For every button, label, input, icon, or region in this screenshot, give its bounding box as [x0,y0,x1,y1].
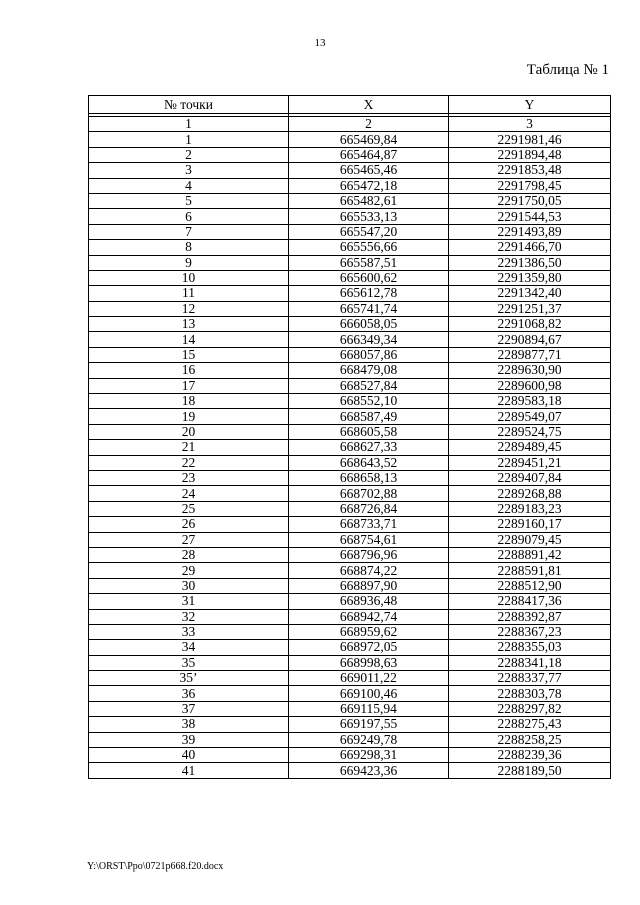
table-row [89,224,611,239]
point-number-cell: 27 [89,532,289,547]
point-number-cell: 18 [89,394,289,409]
column-number: 2 [289,117,449,132]
x-coordinate-cell: 669197,55 [289,717,449,732]
y-coordinate-cell: 2288367,23 [449,624,611,639]
table-row [89,563,611,578]
table-row [89,394,611,409]
y-coordinate-cell: 2291251,37 [449,301,611,316]
column-header-x: X [289,96,449,114]
y-coordinate-cell: 2288591,81 [449,563,611,578]
table-row [89,732,611,747]
point-number-cell: 22 [89,455,289,470]
x-coordinate-cell: 665556,66 [289,240,449,255]
table-row [89,624,611,639]
y-coordinate-cell: 2289630,90 [449,363,611,378]
point-number-cell: 20 [89,424,289,439]
point-number-cell: 19 [89,409,289,424]
column-number: 1 [89,117,289,132]
point-number-cell: 24 [89,486,289,501]
y-coordinate-cell: 2288297,82 [449,701,611,716]
table-row [89,748,611,763]
point-number-cell: 36 [89,686,289,701]
point-number-cell: 35’ [89,671,289,686]
y-coordinate-cell: 2289407,84 [449,470,611,485]
point-number-cell: 6 [89,209,289,224]
x-coordinate-cell: 668796,96 [289,547,449,562]
point-number-cell: 33 [89,624,289,639]
y-coordinate-cell: 2291894,48 [449,147,611,162]
x-coordinate-cell: 665612,78 [289,286,449,301]
y-coordinate-cell: 2288303,78 [449,686,611,701]
x-coordinate-cell: 668897,90 [289,578,449,593]
table-row [89,363,611,378]
x-coordinate-cell: 668552,10 [289,394,449,409]
y-coordinate-cell: 2289489,45 [449,440,611,455]
page-number: 13 [314,37,326,49]
y-coordinate-cell: 2288341,18 [449,655,611,670]
y-coordinate-cell: 2291981,46 [449,132,611,147]
y-coordinate-cell: 2288189,50 [449,763,611,778]
x-coordinate-cell: 668959,62 [289,624,449,639]
table-row [89,701,611,716]
point-number-cell: 13 [89,317,289,332]
table-row [89,301,611,316]
footer-file-path: Y:\ORST\Ppo\0721p668.f20.docx [87,861,224,872]
point-number-cell: 29 [89,563,289,578]
y-coordinate-cell: 2288355,03 [449,640,611,655]
point-number-cell: 31 [89,594,289,609]
x-coordinate-cell: 668627,33 [289,440,449,455]
x-coordinate-cell: 668754,61 [289,532,449,547]
point-number-cell: 32 [89,609,289,624]
point-number-cell: 34 [89,640,289,655]
point-number-cell: 14 [89,332,289,347]
table-row [89,209,611,224]
x-coordinate-cell: 668658,13 [289,470,449,485]
table-row [89,193,611,208]
point-number-cell: 16 [89,363,289,378]
y-coordinate-cell: 2289600,98 [449,378,611,393]
table-row [89,440,611,455]
point-number-cell: 38 [89,717,289,732]
point-number-cell: 11 [89,286,289,301]
point-number-cell: 8 [89,240,289,255]
table-row [89,717,611,732]
table-row [89,686,611,701]
table-row [89,163,611,178]
point-number-cell: 7 [89,224,289,239]
x-coordinate-cell: 668874,22 [289,563,449,578]
y-coordinate-cell: 2289524,75 [449,424,611,439]
coordinates-table [88,95,611,779]
table-row [89,332,611,347]
table-row [89,455,611,470]
point-number-cell: 17 [89,378,289,393]
point-number-cell: 5 [89,193,289,208]
y-coordinate-cell: 2289268,88 [449,486,611,501]
point-number-cell: 25 [89,501,289,516]
point-number-cell: 3 [89,163,289,178]
x-coordinate-cell: 668702,88 [289,486,449,501]
x-coordinate-cell: 668479,08 [289,363,449,378]
table-row [89,655,611,670]
table-row [89,270,611,285]
x-coordinate-cell: 669100,46 [289,686,449,701]
table-row [89,255,611,270]
x-coordinate-cell: 669423,36 [289,763,449,778]
x-coordinate-cell: 668643,52 [289,455,449,470]
table-row [89,532,611,547]
y-coordinate-cell: 2291544,53 [449,209,611,224]
table-row [89,671,611,686]
x-coordinate-cell: 668936,48 [289,594,449,609]
x-coordinate-cell: 665741,74 [289,301,449,316]
table-row [89,132,611,147]
y-coordinate-cell: 2288392,87 [449,609,611,624]
table-row [89,286,611,301]
y-coordinate-cell: 2288258,25 [449,732,611,747]
table-row [89,147,611,162]
y-coordinate-cell: 2288337,77 [449,671,611,686]
table-row [89,578,611,593]
x-coordinate-cell: 665547,20 [289,224,449,239]
table-row [89,240,611,255]
table-row [89,517,611,532]
y-coordinate-cell: 2288275,43 [449,717,611,732]
point-number-cell: 1 [89,132,289,147]
table-row [89,178,611,193]
point-number-cell: 37 [89,701,289,716]
x-coordinate-cell: 668998,63 [289,655,449,670]
y-coordinate-cell: 2289160,17 [449,517,611,532]
x-coordinate-cell: 668057,86 [289,347,449,362]
point-number-cell: 23 [89,470,289,485]
table-row [89,547,611,562]
table-row [89,609,611,624]
point-number-cell: 39 [89,732,289,747]
point-number-cell: 10 [89,270,289,285]
y-coordinate-cell: 2291853,48 [449,163,611,178]
x-coordinate-cell: 668605,58 [289,424,449,439]
y-coordinate-cell: 2291359,80 [449,270,611,285]
x-coordinate-cell: 666058,05 [289,317,449,332]
header-row [89,96,611,114]
x-coordinate-cell: 665469,84 [289,132,449,147]
table-row [89,378,611,393]
y-coordinate-cell: 2289451,21 [449,455,611,470]
y-coordinate-cell: 2288891,42 [449,547,611,562]
column-header-y: Y [449,96,611,114]
y-coordinate-cell: 2290894,67 [449,332,611,347]
table-row [89,486,611,501]
x-coordinate-cell: 665533,13 [289,209,449,224]
point-number-cell: 9 [89,255,289,270]
table-row [89,317,611,332]
x-coordinate-cell: 665465,46 [289,163,449,178]
point-number-cell: 21 [89,440,289,455]
table-row [89,409,611,424]
x-coordinate-cell: 665472,18 [289,178,449,193]
x-coordinate-cell: 668942,74 [289,609,449,624]
y-coordinate-cell: 2288512,90 [449,578,611,593]
table-row [89,763,611,778]
x-coordinate-cell: 665464,87 [289,147,449,162]
table-row [89,594,611,609]
table-body [89,132,611,778]
point-number-cell: 30 [89,578,289,593]
y-coordinate-cell: 2291068,82 [449,317,611,332]
y-coordinate-cell: 2288239,36 [449,748,611,763]
y-coordinate-cell: 2291386,50 [449,255,611,270]
x-coordinate-cell: 669115,94 [289,701,449,716]
x-coordinate-cell: 665600,62 [289,270,449,285]
x-coordinate-cell: 669298,31 [289,748,449,763]
point-number-cell: 26 [89,517,289,532]
table-row [89,347,611,362]
x-coordinate-cell: 668726,84 [289,501,449,516]
x-coordinate-cell: 668587,49 [289,409,449,424]
x-coordinate-cell: 666349,34 [289,332,449,347]
point-number-cell: 4 [89,178,289,193]
table-row [89,470,611,485]
y-coordinate-cell: 2289079,45 [449,532,611,547]
column-number-row [89,117,611,132]
point-number-cell: 2 [89,147,289,162]
table-row [89,640,611,655]
x-coordinate-cell: 669011,22 [289,671,449,686]
point-number-cell: 40 [89,748,289,763]
point-number-cell: 35 [89,655,289,670]
y-coordinate-cell: 2291750,05 [449,193,611,208]
table-row [89,424,611,439]
y-coordinate-cell: 2291493,89 [449,224,611,239]
point-number-cell: 28 [89,547,289,562]
x-coordinate-cell: 665587,51 [289,255,449,270]
point-number-cell: 12 [89,301,289,316]
y-coordinate-cell: 2289183,23 [449,501,611,516]
x-coordinate-cell: 668733,71 [289,517,449,532]
y-coordinate-cell: 2289549,07 [449,409,611,424]
x-coordinate-cell: 669249,78 [289,732,449,747]
y-coordinate-cell: 2291342,40 [449,286,611,301]
table-title: Таблица № 1 [526,62,609,78]
point-number-cell: 41 [89,763,289,778]
x-coordinate-cell: 665482,61 [289,193,449,208]
y-coordinate-cell: 2291798,45 [449,178,611,193]
point-number-cell: 15 [89,347,289,362]
column-header-point-number: № точки [89,96,289,114]
y-coordinate-cell: 2291466,70 [449,240,611,255]
x-coordinate-cell: 668972,05 [289,640,449,655]
column-number: 3 [449,117,611,132]
table-row [89,501,611,516]
y-coordinate-cell: 2289583,18 [449,394,611,409]
y-coordinate-cell: 2288417,36 [449,594,611,609]
x-coordinate-cell: 668527,84 [289,378,449,393]
y-coordinate-cell: 2289877,71 [449,347,611,362]
